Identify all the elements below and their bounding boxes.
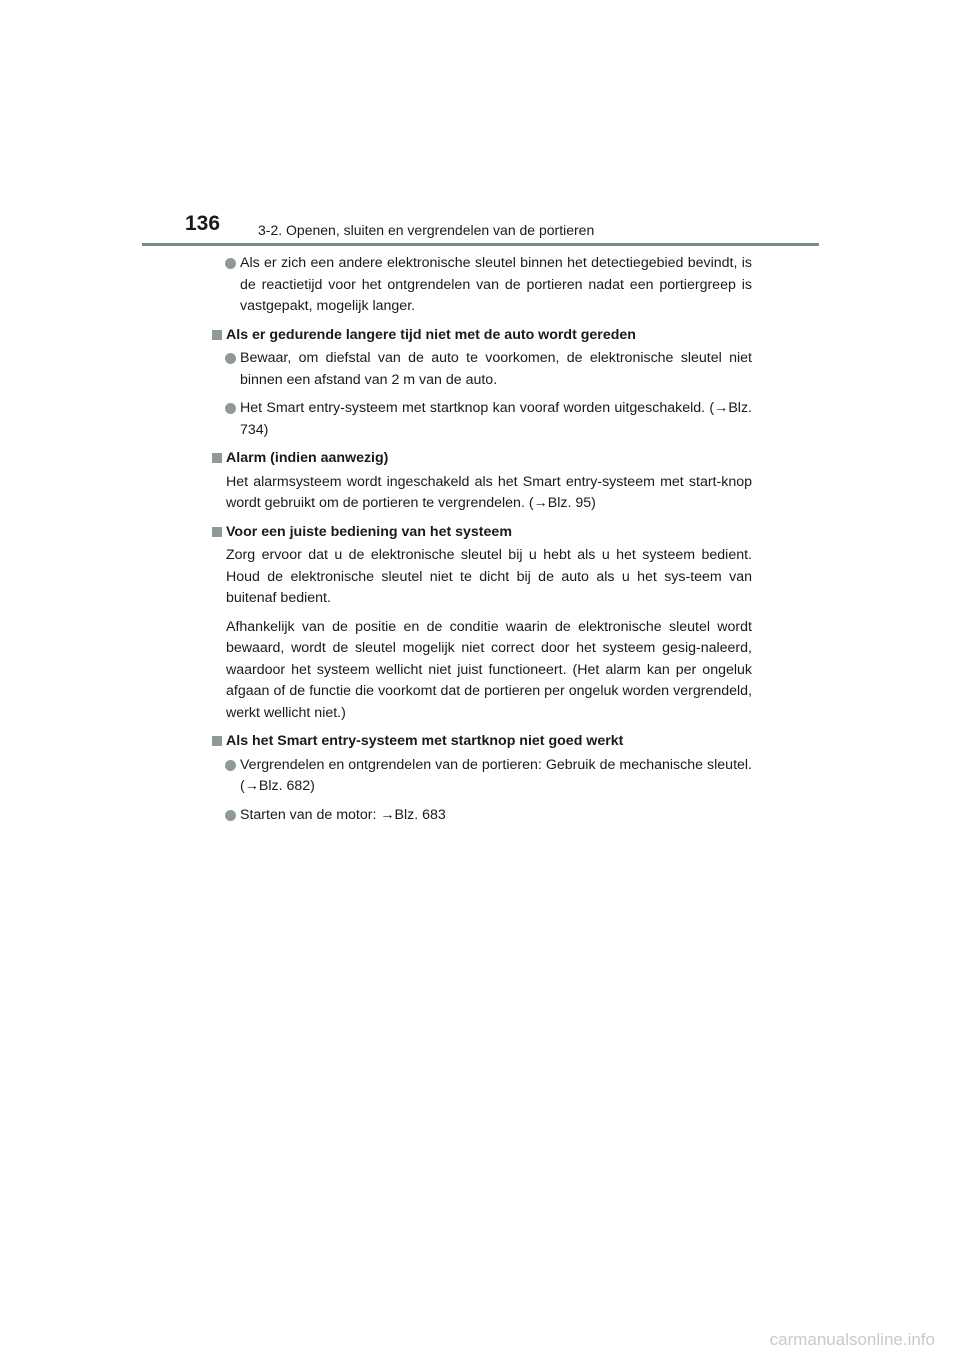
section-heading <box>212 522 752 544</box>
bullet-dot-icon <box>225 760 236 771</box>
list-item <box>212 805 752 827</box>
section-heading <box>212 731 752 753</box>
section-long-parking <box>212 325 752 442</box>
section-title: 3-2. Openen, sluiten en vergrendelen van de portieren <box>258 222 595 238</box>
list-item <box>212 398 752 441</box>
bullet-dot-icon <box>225 258 236 269</box>
bullet-dot-icon <box>225 810 236 821</box>
section-correct-operation <box>212 522 752 725</box>
section-malfunction <box>212 731 752 826</box>
square-bullet-icon <box>212 736 222 746</box>
page-number: 136 <box>185 212 221 235</box>
bullet-dot-icon <box>225 403 236 414</box>
paragraph: Zorg ervoor dat u de elektronische sleutel bij u hebt als u het systeem bedient. Houd de elektronische sleutel niet te dicht bij de auto als u het sys-teem van buitenaf bedient. <box>226 547 752 606</box>
bullet-text: Vergrendelen en ontgrendelen van de portieren: Gebruik de mechanische sleutel. (→Blz. 682) <box>240 756 752 794</box>
section-heading <box>212 448 752 470</box>
intro-bullet <box>212 253 752 318</box>
list-item <box>212 348 752 391</box>
section-alarm <box>212 448 752 515</box>
list-item <box>212 755 752 798</box>
section-heading-text: Voor een juiste bediening van het systeem <box>226 523 512 540</box>
section-heading-text: Als er gedurende langere tijd niet met de auto wordt gereden <box>226 326 636 343</box>
bullet-text: Bewaar, om diefstal van de auto te voorkomen, de elektronische sleutel niet binnen een afstand van 2 m van de auto. <box>240 350 752 388</box>
section-heading <box>212 325 752 347</box>
paragraph: Afhankelijk van de positie en de conditie waarin de elektronische sleutel wordt bewaard, wordt de sleutel mogelijk niet correct door het systeem gesig-naleerd, waardoor het systeem wellicht niet juist functioneert. (Het alarm kan per ongeluk afgaan of de functie die voorkomt dat de portieren per ongeluk worden vergrendeld, werkt wellicht niet.) <box>226 618 752 721</box>
bullet-text: Starten van de motor: →Blz. 683 <box>240 806 446 823</box>
page-content <box>212 253 752 833</box>
bullet-text: Als er zich een andere elektronische sleutel binnen het detectiegebied bevindt, is de reactietijd voor het ontgrendelen van de portieren nadat een portiergreep is vastgepakt, mogelijk langer. <box>240 255 752 314</box>
watermark-logo: carmanualsonline.info <box>769 1330 935 1349</box>
header-rule <box>142 243 819 246</box>
section-heading-text: Als het Smart entry-systeem met startknop niet goed werkt <box>226 733 624 749</box>
square-bullet-icon <box>212 453 222 463</box>
page-header <box>0 0 960 250</box>
square-bullet-icon <box>212 527 222 537</box>
square-bullet-icon <box>212 330 222 340</box>
bullet-text: Het Smart entry-systeem met startknop kan vooraf worden uitgeschakeld. (→Blz. 734) <box>240 400 752 438</box>
paragraph: Het alarmsysteem wordt ingeschakeld als het Smart entry-systeem met start-knop wordt gebruikt om de portieren te vergrendelen. (→Blz. 95) <box>226 473 752 511</box>
section-heading-text: Alarm (indien aanwezig) <box>226 450 389 466</box>
bullet-dot-icon <box>225 353 236 364</box>
